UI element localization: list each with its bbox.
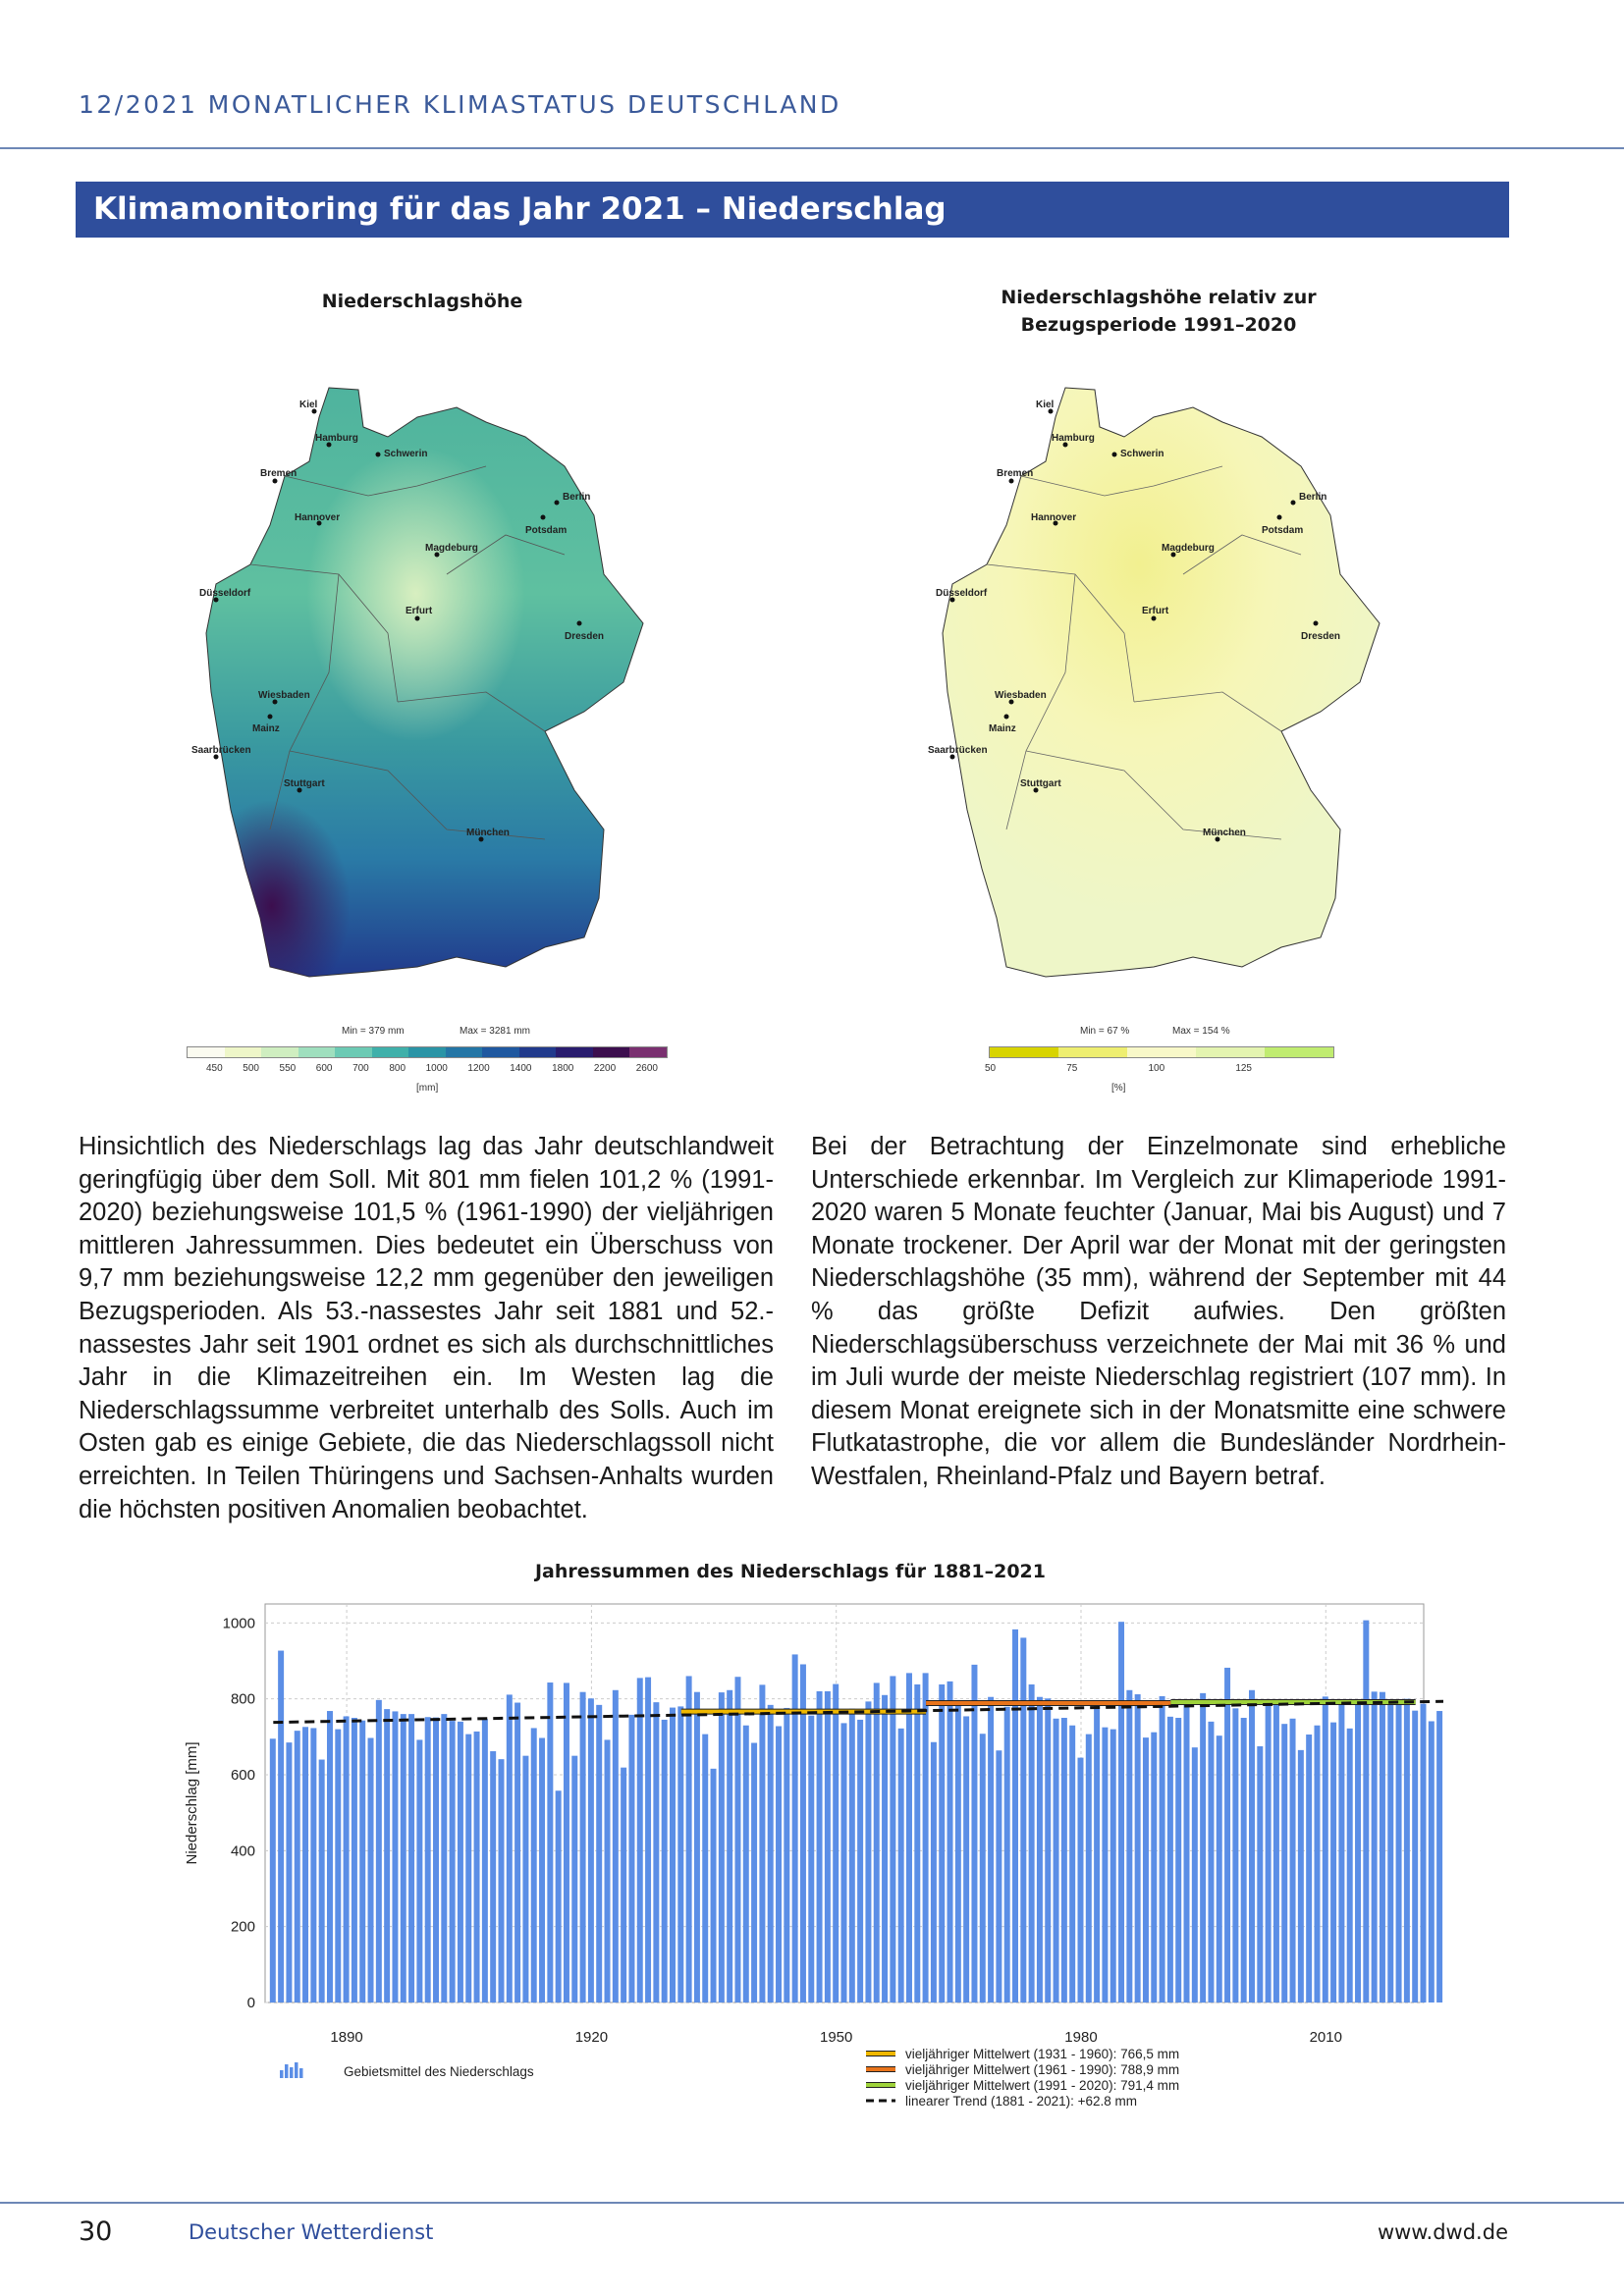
bar: [628, 1715, 634, 2002]
bar: [833, 1684, 839, 2002]
bar: [401, 1714, 406, 2002]
bar: [686, 1676, 692, 2002]
bar: [702, 1735, 708, 2002]
bar: [817, 1691, 823, 2002]
bar: [719, 1692, 725, 2002]
bar: [1175, 1718, 1181, 2002]
bar: [1004, 1707, 1010, 2002]
bar: [751, 1743, 757, 2002]
bar: [1184, 1704, 1190, 2002]
bar: [514, 1703, 520, 2002]
bar: [368, 1737, 374, 2002]
city-label: Erfurt: [1142, 606, 1169, 616]
bar: [270, 1738, 276, 2002]
city-label: Hamburg: [1052, 433, 1095, 444]
bar: [776, 1727, 782, 2002]
bar: [980, 1734, 986, 2002]
colorbar-swatch: [593, 1047, 630, 1057]
text-column-left: Hinsichtlich des Niederschlags lag das Jahr deutschlandweit geringfügig über dem Soll. Mit 801 mm fielen 101,2 % (1991-2020) beziehungsweise 101,5 % (1961-1990) der vieljährigen mittleren Jahressummen. Dies bedeutet ein Überschuss von 9,7 mm beziehungsweise 12,2 mm gegenüber den jeweiligen Bezugsperioden. Als 53.-nassestes Jahr seit 1881 und 52.-nassestes Jahr seit 1901 ordnet es sich als durchschnittliches Jahr in die Klimazeitreihen ein. Im Westen lag die Niederschlagssumme verbreitet unterhalb des Solls. Auch im Osten gab es einige Gebiete, die das Niederschlagssoll nicht erreichten. In Teilen Thüringens und Sachsen-Anhalts wurden die höchsten positiven Anomalien beobachtet.: [79, 1133, 774, 1523]
bar: [1306, 1735, 1312, 2002]
bar: [1077, 1758, 1083, 2002]
scale-tick-label: 800: [389, 1063, 406, 1074]
x-tick-label: 2010: [1309, 2029, 1342, 2046]
map-right-title: [943, 284, 1375, 339]
bar: [507, 1694, 513, 2002]
precipitation-chart: [167, 1592, 1443, 2146]
colorbar-swatch: [335, 1047, 372, 1057]
map-right-min: Min = 67 %: [1080, 1026, 1130, 1037]
bar: [302, 1727, 308, 2002]
scale-tick-label: 1800: [552, 1063, 574, 1074]
legend-bars-icon: [285, 2064, 289, 2078]
legend-bars-icon: [290, 2067, 294, 2078]
bar: [1323, 1696, 1328, 2002]
bar: [1037, 1697, 1043, 2002]
x-tick-label: 1950: [820, 2029, 853, 2046]
city-label: Berlin: [563, 492, 591, 503]
bar: [450, 1721, 456, 2002]
bar: [1404, 1699, 1410, 2002]
bar: [1281, 1724, 1287, 2002]
bar: [1330, 1723, 1336, 2002]
city-label: Bremen: [997, 468, 1034, 479]
bar: [278, 1651, 284, 2002]
bar: [1273, 1703, 1279, 2002]
city-label: Düsseldorf: [199, 588, 251, 599]
scale-tick-label: 500: [243, 1063, 259, 1074]
scale-tick-label: 2200: [593, 1063, 617, 1074]
bar: [711, 1769, 717, 2002]
map-right-title-line1: Niederschlagshöhe relativ zur: [1001, 287, 1317, 308]
map-left-title: Niederschlagshöhe: [321, 291, 523, 312]
bar: [1290, 1719, 1296, 2002]
bar: [319, 1760, 325, 2002]
bar: [1380, 1692, 1385, 2002]
bar: [571, 1756, 577, 2002]
map-left: [191, 378, 682, 1016]
colorbar-swatch: [990, 1047, 1058, 1057]
bar: [996, 1750, 1001, 2002]
bar: [808, 1716, 814, 2002]
y-tick-label: 600: [230, 1767, 255, 1784]
bar: [1241, 1718, 1247, 2002]
map-left-min: Min = 379 mm: [342, 1026, 405, 1037]
bar: [1151, 1733, 1157, 2002]
bar: [416, 1739, 422, 2002]
map-right-scale-ticks: [985, 1063, 1252, 1074]
bar: [914, 1684, 920, 2002]
city-label: München: [1203, 828, 1246, 838]
colorbar-swatch: [261, 1047, 298, 1057]
city-label: Magdeburg: [425, 543, 478, 554]
y-tick-label: 400: [230, 1842, 255, 1860]
city-label: Saarbrücken: [928, 745, 988, 756]
running-header: 12/2021 MONATLICHER KLIMASTATUS DEUTSCHLAND: [79, 90, 841, 119]
bar: [1298, 1750, 1304, 2002]
colorbar-swatch: [225, 1047, 262, 1057]
city-label: Berlin: [1299, 492, 1327, 503]
bar: [898, 1729, 904, 2002]
bar: [498, 1759, 504, 2002]
legend-bars-icon: [299, 2068, 303, 2078]
chart-title: Jahressummen des Niederschlags für 1881–2021: [534, 1561, 1046, 1582]
legend-trend-label: linearer Trend (1881 - 2021): +62.8 mm: [905, 2094, 1137, 2109]
x-tick-label: 1980: [1064, 2029, 1098, 2046]
city-label: Potsdam: [525, 525, 568, 536]
map-left-scale-ticks: [206, 1063, 658, 1074]
bar: [1061, 1718, 1067, 2002]
bar: [1372, 1691, 1378, 2002]
bar: [743, 1726, 749, 2002]
x-tick-label: 1890: [330, 2029, 363, 2046]
colorbar-swatch: [482, 1047, 519, 1057]
bar: [474, 1732, 480, 2002]
city-label: Wiesbaden: [995, 690, 1047, 701]
bar: [408, 1714, 414, 2002]
bar: [963, 1716, 969, 2002]
bar: [539, 1737, 545, 2002]
scale-tick-label: 1000: [425, 1063, 448, 1074]
bar: [947, 1682, 953, 2002]
city-label: Hannover: [295, 512, 341, 523]
bar: [547, 1682, 553, 2002]
text-column-right: Bei der Betrachtung der Einzelmonate sind erhebliche Unterschiede erkennbar. Im Vergleich zur Klimaperiode 1991-2020 waren 5 Monate feuchter (Januar, Mai bis August) und 7 Monate trockener. Der April war der Monat mit der geringsten Niederschlagshöhe (35 mm), während der September mit 44 % das größte Defizit aufwies. Den größten Niederschlagsüberschuss verzeichnete der Mai mit 36 % und im Juli wurde der meiste Niederschlag registriert (107 mm). In diesem Monat ereignete sich in der Monatsmitte eine schwere Flutkatastrophe, die vor allem die Bundesländer Nordrhein-Westfalen, Rheinland-Pfalz und Bayern betraf.: [811, 1133, 1506, 1490]
bar: [1249, 1690, 1255, 2002]
bar: [621, 1768, 626, 2002]
footer-rule: [0, 2202, 1624, 2204]
scale-tick-label: 600: [315, 1063, 333, 1074]
bar: [1126, 1690, 1132, 2002]
colorbar-swatch: [372, 1047, 409, 1057]
bar: [874, 1682, 880, 2002]
bar: [1102, 1728, 1108, 2002]
bar: [800, 1664, 806, 2002]
colorbar-swatch: [519, 1047, 557, 1057]
bar: [1110, 1730, 1116, 2002]
bar: [1045, 1698, 1051, 2002]
city-label: Erfurt: [406, 606, 433, 616]
header-rule: [0, 147, 1624, 149]
bar: [1192, 1747, 1198, 2002]
colorbar-swatch: [446, 1047, 483, 1057]
city-label: München: [466, 828, 510, 838]
x-tick-label: 1920: [574, 2029, 609, 2046]
bar: [971, 1665, 977, 2002]
city-label: Stuttgart: [1020, 778, 1061, 789]
bar: [1396, 1703, 1402, 2002]
bar: [931, 1742, 937, 2002]
bar: [727, 1690, 732, 2002]
colorbar-swatch: [188, 1047, 225, 1057]
bar: [482, 1719, 488, 2002]
city-label: Düsseldorf: [936, 588, 988, 599]
bar: [564, 1682, 569, 2002]
bar: [1217, 1735, 1222, 2002]
colorbar-swatch: [408, 1047, 446, 1057]
city-label: Hamburg: [315, 433, 358, 444]
legend-bars-icon: [295, 2062, 298, 2078]
bar: [923, 1673, 929, 2002]
colorbar-swatch: [629, 1047, 667, 1057]
y-tick-label: 200: [230, 1918, 255, 1936]
y-tick-label: 0: [246, 1995, 255, 2011]
bar: [849, 1709, 855, 2002]
bar: [596, 1705, 602, 2002]
city-label: Saarbrücken: [191, 745, 251, 756]
bar: [1135, 1694, 1141, 2002]
colorbar-swatch: [1127, 1047, 1196, 1057]
bar: [344, 1716, 350, 2002]
bar: [734, 1677, 740, 2002]
bar: [1224, 1668, 1230, 2002]
scale-tick-label: 2600: [635, 1063, 658, 1074]
bar: [295, 1731, 300, 2002]
bar: [759, 1684, 765, 2002]
bar: [433, 1718, 439, 2002]
bar: [988, 1697, 994, 2002]
city-label: Magdeburg: [1162, 543, 1215, 554]
bar: [939, 1684, 945, 2002]
colorbar-swatch: [298, 1047, 336, 1057]
bar: [1160, 1696, 1165, 2002]
bar: [1200, 1693, 1206, 2002]
footer-organization: Deutscher Wetterdienst: [189, 2220, 434, 2244]
bar: [392, 1711, 398, 2002]
bar: [1054, 1719, 1059, 2002]
map-right-colorbar: [989, 1046, 1334, 1058]
city-label: Hannover: [1031, 512, 1077, 523]
city-label: Potsdam: [1262, 525, 1304, 536]
bar: [1363, 1621, 1369, 2002]
bar: [784, 1708, 789, 2002]
city-label: Wiesbaden: [258, 690, 310, 701]
bar: [645, 1678, 651, 2002]
bar: [1266, 1704, 1272, 2002]
scale-tick-label: 125: [1235, 1063, 1252, 1074]
bar: [441, 1714, 447, 2002]
city-label: Dresden: [1301, 631, 1341, 642]
section-banner: [76, 182, 1509, 238]
bar: [841, 1723, 847, 2002]
colorbar-swatch: [1196, 1047, 1265, 1057]
page-number: 30: [79, 2216, 113, 2247]
footer-url: www.dwd.de: [1377, 2220, 1508, 2244]
bar: [653, 1702, 659, 2002]
bar: [906, 1673, 912, 2002]
bar: [327, 1711, 333, 2002]
city-label: Kiel: [1036, 400, 1055, 410]
bar: [890, 1676, 895, 2002]
bar: [1208, 1722, 1214, 2002]
city-label: Bremen: [260, 468, 298, 479]
bar: [613, 1690, 619, 2002]
bar: [376, 1700, 382, 2002]
map-right: [928, 378, 1419, 1016]
bar: [1257, 1746, 1263, 2002]
scale-tick-label: 450: [206, 1063, 223, 1074]
bar: [670, 1708, 676, 2002]
city-label: Schwerin: [1120, 449, 1164, 459]
bar: [490, 1751, 496, 2002]
bar: [662, 1720, 668, 2002]
bar: [955, 1704, 961, 2002]
bar: [1143, 1737, 1149, 2002]
bar: [335, 1730, 341, 2002]
bar: [1086, 1735, 1092, 2002]
bar: [1020, 1637, 1026, 2002]
bar: [310, 1728, 316, 2002]
legend-mean-label: vieljähriger Mittelwert (1991 - 2020): 791,4 mm: [905, 2078, 1180, 2093]
city-label: Mainz: [252, 723, 280, 734]
bar: [1338, 1701, 1344, 2002]
legend-mean-label: vieljähriger Mittelwert (1931 - 1960): 766,5 mm: [905, 2047, 1180, 2061]
bar: [792, 1654, 798, 2002]
legend-bars-icon: [280, 2070, 284, 2078]
bar: [580, 1692, 586, 2002]
scale-tick-label: 100: [1148, 1063, 1165, 1074]
bar: [677, 1706, 683, 2002]
bar: [1314, 1726, 1320, 2002]
bar: [556, 1790, 562, 2002]
bar: [1094, 1702, 1100, 2002]
map-right-scale-unit: [%]: [1111, 1083, 1126, 1094]
bar: [1069, 1726, 1075, 2002]
bar: [588, 1698, 594, 2002]
section-title: Klimamonitoring für das Jahr 2021 – Niederschlag: [93, 191, 947, 227]
map-left-max: Max = 3281 mm: [460, 1026, 530, 1037]
map-left-scale-unit: [mm]: [416, 1083, 439, 1094]
city-label: Schwerin: [384, 449, 428, 459]
bar: [286, 1742, 292, 2002]
y-axis-label: Niederschlag [mm]: [184, 1741, 200, 1865]
bar: [465, 1735, 471, 2002]
bar: [1029, 1684, 1035, 2002]
city-label: Stuttgart: [284, 778, 325, 789]
bar: [1232, 1708, 1238, 2002]
bar: [1421, 1704, 1427, 2002]
city-label: Dresden: [565, 631, 605, 642]
bar: [882, 1695, 888, 2002]
bar: [425, 1717, 431, 2002]
map-left-colorbar: [187, 1046, 668, 1058]
bar: [825, 1691, 831, 2002]
scale-tick-label: 550: [279, 1063, 297, 1074]
scale-tick-label: 75: [1066, 1063, 1078, 1074]
bar: [1412, 1711, 1418, 2002]
bar: [694, 1692, 700, 2002]
colorbar-swatch: [1058, 1047, 1127, 1057]
legend-mean-label: vieljähriger Mittelwert (1961 - 1990): 788,9 mm: [905, 2062, 1180, 2077]
bar: [1355, 1704, 1361, 2002]
map-right-max: Max = 154 %: [1172, 1026, 1230, 1037]
bar: [1436, 1711, 1442, 2002]
bar: [458, 1722, 463, 2002]
bar: [865, 1701, 871, 2002]
bar: [637, 1678, 643, 2002]
bar: [1387, 1700, 1393, 2002]
bar: [1118, 1622, 1124, 2002]
city-label: Kiel: [299, 400, 318, 410]
scale-tick-label: 1200: [467, 1063, 490, 1074]
bar: [1429, 1721, 1435, 2002]
bar: [531, 1728, 537, 2002]
bar: [1012, 1629, 1018, 2002]
bar: [522, 1756, 528, 2002]
bar: [768, 1705, 774, 2002]
y-tick-label: 800: [230, 1690, 255, 1708]
bar: [1347, 1729, 1353, 2002]
bar: [359, 1721, 365, 2002]
bar: [857, 1720, 863, 2002]
y-tick-label: 1000: [222, 1615, 255, 1632]
bar: [1167, 1717, 1173, 2002]
bar: [352, 1718, 357, 2002]
map-right-title-line2: Bezugsperiode 1991–2020: [1020, 314, 1297, 336]
city-label: Mainz: [989, 723, 1016, 734]
bar: [605, 1739, 611, 2002]
scale-tick-label: 50: [985, 1063, 997, 1074]
colorbar-swatch: [1265, 1047, 1333, 1057]
scale-tick-label: 700: [352, 1063, 369, 1074]
colorbar-swatch: [556, 1047, 593, 1057]
scale-tick-label: 1400: [510, 1063, 532, 1074]
bar: [384, 1709, 390, 2002]
legend-series-label: Gebietsmittel des Niederschlags: [344, 2064, 534, 2079]
